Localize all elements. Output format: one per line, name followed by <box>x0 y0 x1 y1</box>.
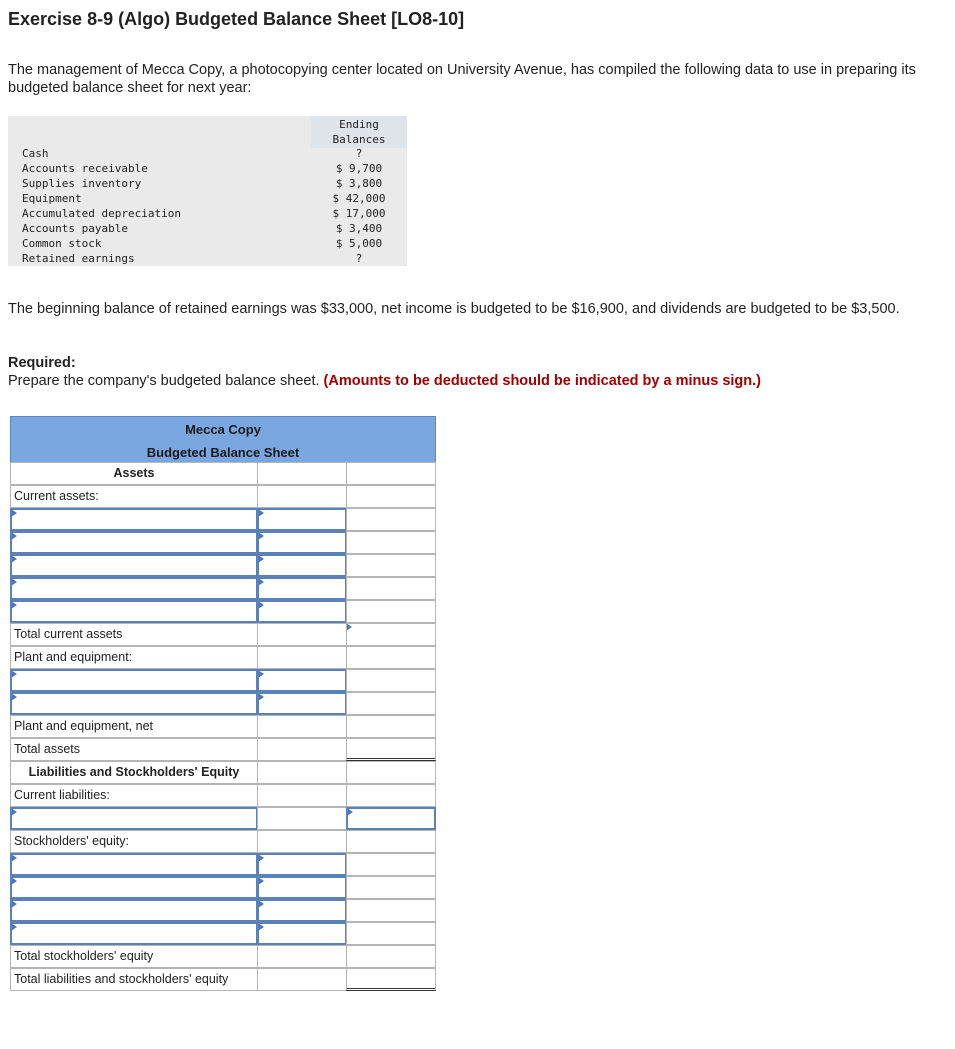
empty-cell <box>346 761 436 784</box>
data-row-label: Common stock <box>22 237 102 250</box>
empty-cell <box>257 945 347 968</box>
table-row <box>10 669 436 692</box>
data-row-label: Accounts receivable <box>22 162 148 175</box>
data-row-value: $ 3,400 <box>335 222 383 235</box>
current-asset-amount-input[interactable] <box>257 600 347 623</box>
data-row-label: Accumulated depreciation <box>22 207 181 220</box>
data-row-value: $ 9,700 <box>335 162 383 175</box>
current-asset-amount-input[interactable] <box>257 554 347 577</box>
table-row <box>10 577 436 600</box>
required-heading: Required: <box>8 355 76 371</box>
current-asset-amount-input[interactable] <box>257 577 347 600</box>
table-row <box>10 945 436 968</box>
total-assets-input[interactable] <box>346 738 436 761</box>
equity-item-amount-input[interactable] <box>257 922 347 945</box>
required-instructions <box>8 373 761 389</box>
data-row-label: Retained earnings <box>22 252 135 265</box>
plant-item-name-input[interactable] <box>10 692 258 715</box>
empty-cell <box>257 807 347 830</box>
table-row <box>10 807 436 830</box>
total-stockholders-equity-input[interactable] <box>346 945 436 968</box>
equity-item-amount-input[interactable] <box>257 876 347 899</box>
current-assets-label: Current assets: <box>10 485 258 508</box>
table-row <box>10 508 436 531</box>
equity-item-amount-input[interactable] <box>257 853 347 876</box>
total-assets-label: Total assets <box>10 738 258 761</box>
total-stockholders-equity-label: Total stockholders' equity <box>10 945 258 968</box>
current-liability-amount-input[interactable] <box>346 807 436 830</box>
table-row <box>10 554 436 577</box>
table-row <box>10 485 436 508</box>
empty-cell <box>346 531 436 554</box>
table-row <box>10 899 436 922</box>
empty-cell <box>346 462 436 485</box>
empty-cell <box>257 485 347 508</box>
empty-cell <box>346 876 436 899</box>
table-row <box>10 968 436 991</box>
data-row-label: Accounts payable <box>22 222 128 235</box>
empty-cell <box>257 784 347 807</box>
data-header-ending: Ending <box>339 118 379 131</box>
table-row <box>10 876 436 899</box>
equity-item-name-input[interactable] <box>10 853 258 876</box>
plant-equipment-net-label: Plant and equipment, net <box>10 715 258 738</box>
equity-item-name-input[interactable] <box>10 922 258 945</box>
empty-cell <box>346 600 436 623</box>
current-asset-name-input[interactable] <box>10 577 258 600</box>
table-row <box>10 600 436 623</box>
stockholders-equity-label: Stockholders' equity: <box>10 830 258 853</box>
current-asset-amount-input[interactable] <box>257 508 347 531</box>
data-row-value: $ 17,000 <box>332 207 386 220</box>
data-row-label: Equipment <box>22 192 82 205</box>
required-text: Prepare the company's budgeted balance sheet. <box>8 373 320 389</box>
empty-cell <box>346 554 436 577</box>
current-asset-name-input[interactable] <box>10 508 258 531</box>
statement-name: Budgeted Balance Sheet <box>146 445 300 460</box>
data-row-label: Cash <box>22 147 49 160</box>
empty-cell <box>346 692 436 715</box>
current-liability-name-input[interactable] <box>10 807 258 830</box>
table-row <box>10 784 436 807</box>
empty-cell <box>346 853 436 876</box>
equity-item-name-input[interactable] <box>10 899 258 922</box>
empty-cell <box>346 508 436 531</box>
empty-cell <box>346 899 436 922</box>
empty-cell <box>346 669 436 692</box>
data-row-value: $ 42,000 <box>332 192 386 205</box>
intro-text: The management of Mecca Copy, a photocopying center located on University Avenue, has compiled the following data to use in preparing its budgeted balance sheet for next year: <box>8 62 916 96</box>
table-row <box>10 853 436 876</box>
data-row-value: ? <box>355 147 363 160</box>
total-current-assets-input[interactable] <box>346 623 436 646</box>
current-asset-amount-input[interactable] <box>257 531 347 554</box>
data-row-value: $ 3,800 <box>335 177 383 190</box>
page-title: Exercise 8-9 (Algo) Budgeted Balance Sheet [LO8-10] <box>8 9 465 29</box>
liabilities-heading-row <box>10 761 436 784</box>
data-header-balances: Balances <box>332 133 386 146</box>
data-row-label: Supplies inventory <box>22 177 142 190</box>
company-name: Mecca Copy <box>185 422 261 437</box>
current-asset-name-input[interactable] <box>10 600 258 623</box>
empty-cell <box>257 968 347 991</box>
table-row <box>10 922 436 945</box>
required-note: (Amounts to be deducted should be indicated by a minus sign.) <box>323 373 761 389</box>
plant-equipment-label: Plant and equipment: <box>10 646 258 669</box>
empty-cell <box>257 738 347 761</box>
empty-cell <box>346 485 436 508</box>
empty-cell <box>257 830 347 853</box>
empty-cell <box>257 462 347 485</box>
balance-sheet-form <box>10 416 436 986</box>
empty-cell <box>346 784 436 807</box>
empty-cell <box>257 715 347 738</box>
table-row <box>10 531 436 554</box>
equity-item-name-input[interactable] <box>10 876 258 899</box>
data-row-value: ? <box>355 252 363 265</box>
assets-heading-row <box>10 462 436 485</box>
empty-cell <box>257 623 347 646</box>
empty-cell <box>346 830 436 853</box>
liabilities-heading: Liabilities and Stockholders' Equity <box>10 761 258 784</box>
balance-sheet-header <box>10 416 436 463</box>
current-asset-name-input[interactable] <box>10 531 258 554</box>
equity-item-amount-input[interactable] <box>257 899 347 922</box>
table-row <box>10 623 436 646</box>
table-row <box>10 715 436 738</box>
table-row <box>10 830 436 853</box>
current-liabilities-label: Current liabilities: <box>10 784 258 807</box>
total-liabilities-equity-input[interactable] <box>346 968 436 991</box>
plant-item-name-input[interactable] <box>10 669 258 692</box>
current-asset-name-input[interactable] <box>10 554 258 577</box>
total-liabilities-equity-label: Total liabilities and stockholders' equity <box>10 968 258 991</box>
table-row <box>10 692 436 715</box>
empty-cell <box>346 577 436 600</box>
assets-heading: Assets <box>10 462 258 485</box>
empty-cell <box>346 922 436 945</box>
plant-item-amount-input[interactable] <box>257 669 347 692</box>
empty-cell <box>346 646 436 669</box>
total-current-assets-label: Total current assets <box>10 623 258 646</box>
data-row-value: $ 5,000 <box>335 237 383 250</box>
plant-item-amount-input[interactable] <box>257 692 347 715</box>
table-row <box>10 738 436 761</box>
plant-equipment-net-input[interactable] <box>346 715 436 738</box>
empty-cell <box>257 646 347 669</box>
table-row <box>10 646 436 669</box>
retained-earnings-info: The beginning balance of retained earnings was $33,000, net income is budgeted to be $16,900, and dividends are budgeted to be $3,500. <box>8 301 900 317</box>
empty-cell <box>257 761 347 784</box>
